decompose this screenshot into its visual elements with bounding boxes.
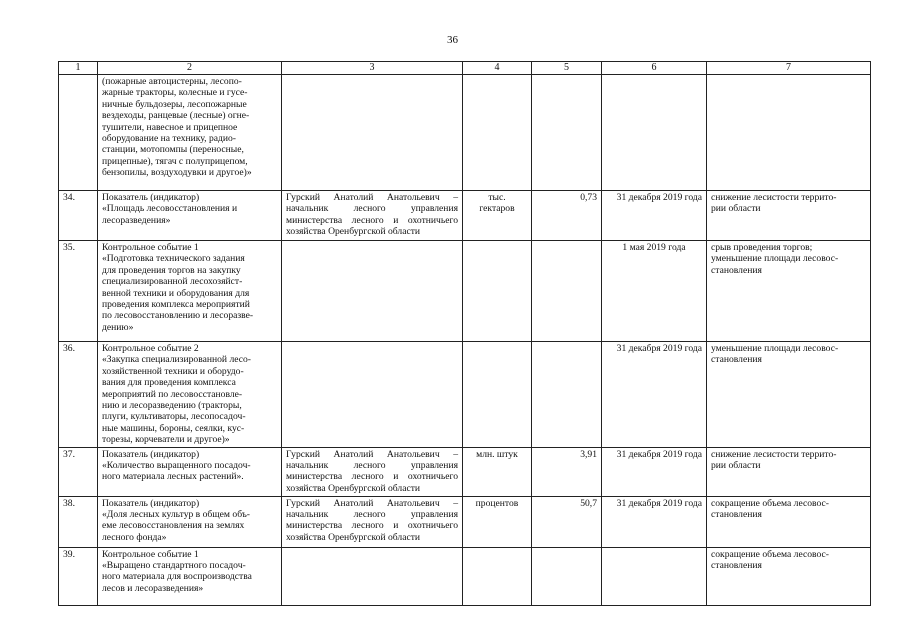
header-cell: 2 bbox=[98, 62, 282, 75]
row-name: Контрольное событие 2 «Закупка специализированной лесо- хозяйственной техники и оборудо- вания для проведения комплекса мероприятий по лесовосстановле- нию и лесоразведению (тракторы, плуги, культиваторы, лесопосадоч- ные машины, бороны, сеялки, кус- торезы, корчеватели и другое)» bbox=[98, 342, 282, 448]
row-number: 39. bbox=[59, 547, 98, 605]
row-risk: уменьшение площади лесовос- становления bbox=[707, 342, 871, 448]
row-responsible bbox=[282, 342, 463, 448]
row-number: 35. bbox=[59, 241, 98, 342]
row-value bbox=[532, 75, 602, 191]
header-cell: 3 bbox=[282, 62, 463, 75]
row-name: Контрольное событие 1 «Подготовка технического задания для проведения торгов на закупку специализированной лесохозяйст- венной техники и оборудования для проведения комплекса мероприятий по лесовосстановлению и лесоразве- дению» bbox=[98, 241, 282, 342]
row-risk: снижение лесистости террито- рии области bbox=[707, 191, 871, 241]
row-date bbox=[602, 75, 707, 191]
row-responsible: Гурский Анатолий Анатольевич – начальник лесного управления министерства лесного и охотничьего хозяйства Оренбургской области bbox=[282, 191, 463, 241]
row-date: 31 декабря 2019 года bbox=[602, 191, 707, 241]
header-row bbox=[59, 62, 871, 75]
header-cell: 7 bbox=[707, 62, 871, 75]
row-name: Контрольное событие 1 «Выращено стандартного посадоч- ного материала для воспроизводства лесов и лесоразведения» bbox=[98, 547, 282, 605]
table-row bbox=[59, 342, 871, 448]
row-name: Показатель (индикатор) «Количество выращенного посадоч- ного материала лесных растений». bbox=[98, 447, 282, 496]
page-number: 36 bbox=[447, 34, 458, 46]
row-value bbox=[532, 547, 602, 605]
document-table bbox=[58, 61, 871, 606]
row-date: 31 декабря 2019 года bbox=[602, 342, 707, 448]
row-date: 31 декабря 2019 года bbox=[602, 447, 707, 496]
row-unit: млн. штук bbox=[463, 447, 532, 496]
row-unit bbox=[463, 342, 532, 448]
row-number: 34. bbox=[59, 191, 98, 241]
table-row bbox=[59, 191, 871, 241]
row-unit: тыс. гектаров bbox=[463, 191, 532, 241]
table-row bbox=[59, 241, 871, 342]
row-date: 1 мая 2019 года bbox=[602, 241, 707, 342]
row-date bbox=[602, 547, 707, 605]
row-name: Показатель (индикатор) «Площадь лесовосстановления и лесоразведения» bbox=[98, 191, 282, 241]
table-row bbox=[59, 547, 871, 605]
row-name: (пожарные автоцистерны, лесопо- жарные тракторы, колесные и гусе- ничные бульдозеры, лесопожарные вездеходы, ранцевые (лесные) огне- тушители, навесное и прицепное оборудование на технику, радио- станции, мотопомпы (переносные, прицепные), тягач с полуприцепом, бензопилы, воздуходувки и другое)» bbox=[98, 75, 282, 191]
row-value bbox=[532, 241, 602, 342]
row-unit: процентов bbox=[463, 496, 532, 547]
row-responsible: Гурский Анатолий Анатольевич – начальник лесного управления министерства лесного и охотничьего хозяйства Оренбургской области bbox=[282, 496, 463, 547]
row-unit bbox=[463, 75, 532, 191]
row-value bbox=[532, 342, 602, 448]
header-cell: 1 bbox=[59, 62, 98, 75]
row-name: Показатель (индикатор) «Доля лесных культур в общем объ- еме лесовосстановления на землях лесного фонда» bbox=[98, 496, 282, 547]
header-cell: 4 bbox=[463, 62, 532, 75]
row-risk: снижение лесистости террито- рии области bbox=[707, 447, 871, 496]
row-responsible: Гурский Анатолий Анатольевич – начальник лесного управления министерства лесного и охотничьего хозяйства Оренбургской области bbox=[282, 447, 463, 496]
row-responsible bbox=[282, 547, 463, 605]
header-cell: 6 bbox=[602, 62, 707, 75]
table-row bbox=[59, 496, 871, 547]
row-responsible bbox=[282, 241, 463, 342]
row-risk: сокращение объема лесовос- становления bbox=[707, 496, 871, 547]
row-number: 36. bbox=[59, 342, 98, 448]
row-risk bbox=[707, 75, 871, 191]
row-unit bbox=[463, 547, 532, 605]
row-unit bbox=[463, 241, 532, 342]
table-row bbox=[59, 447, 871, 496]
row-value: 0,73 bbox=[532, 191, 602, 241]
row-risk: срыв проведения торгов; уменьшение площади лесовос- становления bbox=[707, 241, 871, 342]
row-value: 3,91 bbox=[532, 447, 602, 496]
row-date: 31 декабря 2019 года bbox=[602, 496, 707, 547]
row-responsible bbox=[282, 75, 463, 191]
row-number: 37. bbox=[59, 447, 98, 496]
row-risk: сокращение объема лесовос- становления bbox=[707, 547, 871, 605]
header-cell: 5 bbox=[532, 62, 602, 75]
table-row bbox=[59, 75, 871, 191]
row-number: 38. bbox=[59, 496, 98, 547]
row-number bbox=[59, 75, 98, 191]
row-value: 50,7 bbox=[532, 496, 602, 547]
